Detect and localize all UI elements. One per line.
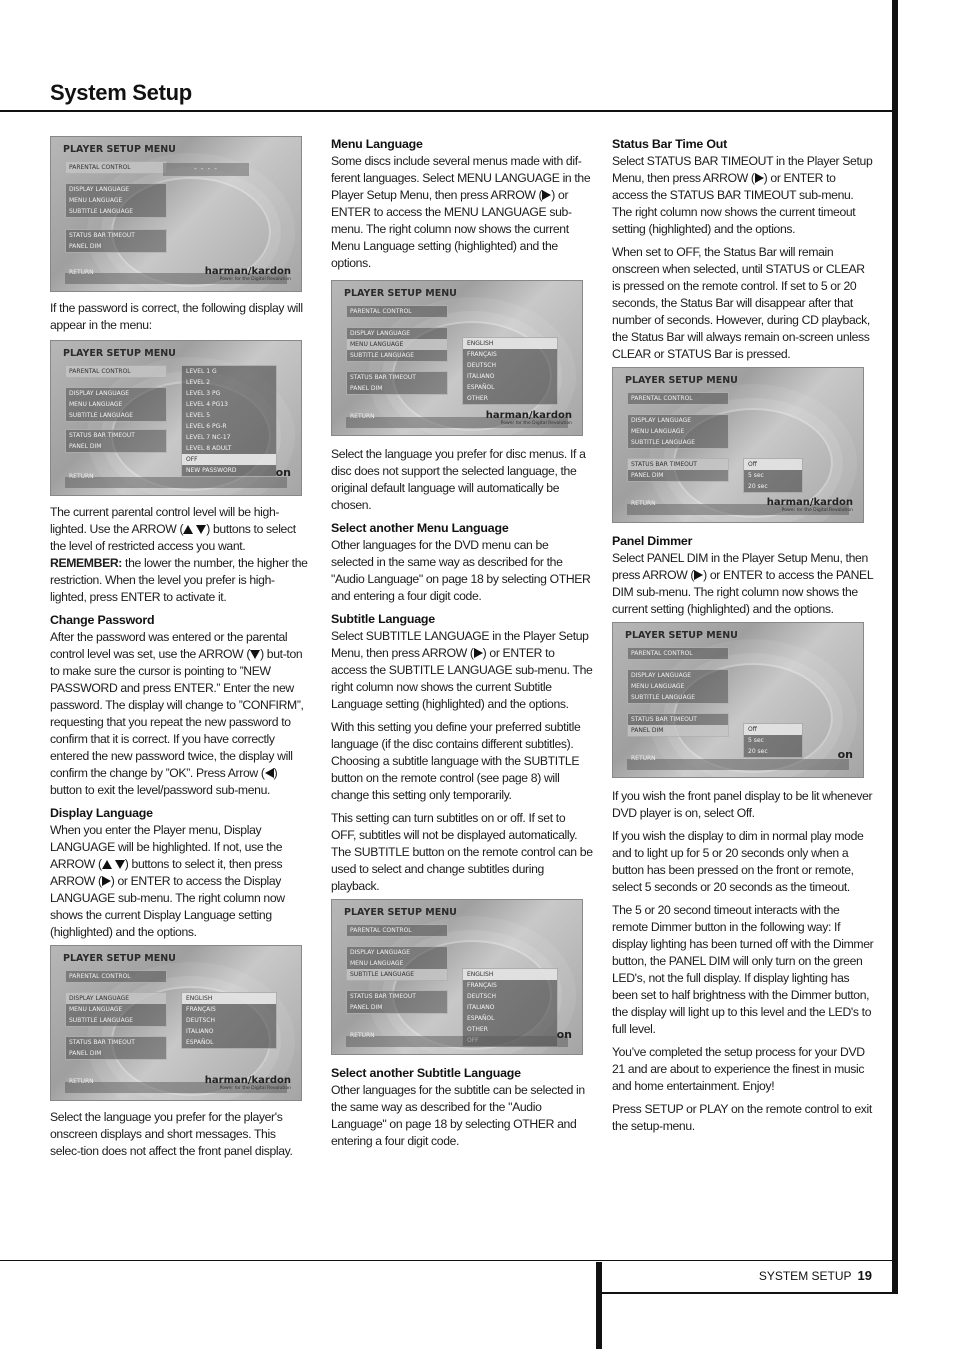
- section-heading: Change Password: [50, 613, 155, 627]
- menu-item: PARENTAL CONTROL: [350, 308, 412, 315]
- bottom-bar: [346, 1036, 568, 1047]
- language-options: [181, 992, 277, 1049]
- menu-item: DISPLAY LANGUAGE: [350, 330, 411, 337]
- text-span: After the password was entered or the parental control level was set, use the ARROW (: [50, 630, 288, 661]
- bottom-bar: [65, 477, 287, 488]
- menu-item-selected: STATUS BAR TIMEOUT: [628, 459, 728, 470]
- menu-box: [65, 1036, 167, 1060]
- option-item: DEUTSCH: [467, 993, 496, 1000]
- brand-logo: [767, 495, 853, 514]
- arrow-up-icon: [183, 525, 193, 534]
- paragraph: Press SETUP or PLAY on the remote control to exit the setup-menu.: [612, 1102, 872, 1133]
- brand-logo-partial: on: [556, 1028, 572, 1041]
- menu-item: MENU LANGUAGE: [69, 401, 123, 408]
- section-heading: Select another Subtitle Language: [331, 1066, 521, 1080]
- menu-item: PANEL DIM: [69, 243, 102, 250]
- menu-box: [65, 365, 167, 378]
- arrow-down-icon: [115, 860, 125, 869]
- menu-item: STATUS BAR TIMEOUT: [350, 374, 416, 381]
- screen-display-language: [50, 945, 302, 1101]
- menu-item: SUBTITLE LANGUAGE: [350, 352, 415, 359]
- paragraph: Select the language you prefer for the player's onscreen displays and short messages. This selec-tion does not affect the front panel display.: [50, 1110, 293, 1158]
- menu-item: DISPLAY LANGUAGE: [69, 186, 130, 193]
- column-3: [612, 136, 874, 1141]
- brand-logo: [486, 408, 572, 427]
- option-item: LEVEL 7 NC-17: [186, 434, 231, 441]
- arrow-right-icon: [542, 190, 551, 200]
- menu-item: MENU LANGUAGE: [350, 960, 404, 967]
- page-number: 19: [857, 1268, 872, 1283]
- section-heading: Status Bar Time Out: [612, 137, 728, 151]
- menu-box: [346, 327, 448, 362]
- option-item: FRANÇAIS: [186, 1006, 216, 1013]
- screen-title: PLAYER SETUP MENU: [63, 144, 176, 155]
- brand-tagline: Power for the Digital Revolution: [781, 507, 853, 513]
- menu-item: DISPLAY LANGUAGE: [631, 672, 692, 679]
- text-span: ) buttons to select it, then press ARROW (: [50, 857, 283, 888]
- menu-box: [627, 414, 729, 449]
- option-item: ITALIANO: [186, 1028, 214, 1035]
- paragraph: [612, 550, 874, 618]
- option-item: 5 sec: [748, 472, 764, 479]
- paragraph: [612, 153, 874, 238]
- screen-title: PLAYER SETUP MENU: [344, 907, 457, 918]
- menu-item: PANEL DIM: [69, 1050, 102, 1057]
- menu-item: PARENTAL CONTROL: [350, 927, 412, 934]
- option-item: ESPAÑOL: [467, 1015, 495, 1022]
- arrow-up-icon: [102, 860, 112, 869]
- menu-item: SUBTITLE LANGUAGE: [69, 1017, 134, 1024]
- text-span: ) or ENTER to access the PANEL DIM sub-menu. The right column now shows the current setting (highlighted) and the options.: [612, 568, 873, 616]
- arrow-right-icon: [102, 876, 111, 886]
- text-span: ) or ENTER to access the MENU LANGUAGE sub-menu. The right column now shows the current Menu Language setting (highlighted) and the options.: [331, 188, 572, 270]
- language-options: [462, 337, 558, 405]
- screen-title: PLAYER SETUP MENU: [63, 953, 176, 964]
- option-item: LEVEL 5: [186, 412, 211, 419]
- return-label: RETURN: [69, 473, 94, 480]
- text-span: When you enter the Player menu, Display LANGUAGE will be highlighted. If not, use the ARROW (: [50, 823, 283, 871]
- paragraph: With this setting you define your preferred subtitle language (if the disc contains different subtitles). Choosing a subtitle language with the SUBTITLE button on the remote control (see page 8) will change this setting only temporarily.: [331, 720, 581, 802]
- brand-name: harman/kardon: [766, 496, 853, 508]
- menu-item: DISPLAY LANGUAGE: [350, 949, 411, 956]
- text-span: ) buttons to select the level of restricted access you want.: [50, 522, 296, 553]
- menu-item: PANEL DIM: [631, 472, 664, 479]
- menu-box: [65, 183, 167, 218]
- screen-parental-levels: [50, 340, 302, 496]
- option-item-selected: OFF: [182, 454, 276, 465]
- menu-item: SUBTITLE LANGUAGE: [631, 694, 696, 701]
- text-span: ) but-ton to make sure the cursor is pointing to ”NEW PASSWORD and press ENTER.” Enter the new password. The display will change to ”CONFIRM”, requesting that you repeat the new password to confirm that it is correct. If you have correctly entered the new password twice, the display will confirm the change by ”OK”. Press Arrow (: [50, 647, 304, 780]
- arrow-right-icon: [694, 570, 703, 580]
- option-item: ITALIANO: [467, 1004, 495, 1011]
- menu-box: [346, 946, 448, 981]
- arrow-right-icon: [755, 173, 764, 183]
- menu-item-selected: MENU LANGUAGE: [347, 339, 447, 350]
- menu-item-selected: SUBTITLE LANGUAGE: [347, 969, 447, 980]
- menu-item: STATUS BAR TIMEOUT: [69, 1039, 135, 1046]
- paragraph: If you wish the display to dim in normal play mode and to light up for 5 or 20 seconds only when a button has been pressed on the front or remote, select 5 seconds or 20 seconds as the timeout.: [612, 829, 864, 894]
- option-item: ITALIANO: [467, 373, 495, 380]
- menu-box: [627, 713, 729, 737]
- text-span: ) or ENTER to access the SUBTITLE LANGUAGE sub-menu. The right column now shows the current Subtitle Language setting (highlighted) and the options.: [331, 646, 593, 711]
- text-span: ) button to exit the level/password sub-menu.: [50, 766, 278, 797]
- return-label: RETURN: [69, 269, 94, 276]
- paragraph: If the password is correct, the following display will appear in the menu:: [50, 301, 303, 332]
- menu-item-selected: DISPLAY LANGUAGE: [66, 993, 166, 1004]
- footer-rule: [0, 1260, 896, 1261]
- screen-title: PLAYER SETUP MENU: [625, 375, 738, 386]
- option-item: OTHER: [467, 1026, 488, 1033]
- emphasis: REMEMBER:: [50, 556, 123, 570]
- text-span: ) or ENTER to access the Display LANGUAGE sub-menu. The right column now shows the current Display Language setting (highlighted) and the options.: [50, 874, 285, 939]
- menu-item-selected: PANEL DIM: [628, 725, 728, 736]
- text-span: Select STATUS BAR TIMEOUT in the Player Setup Menu, then press ARROW (: [612, 154, 873, 185]
- arrow-left-icon: [265, 768, 274, 778]
- option-item: FRANÇAIS: [467, 351, 497, 358]
- return-label: RETURN: [350, 1032, 375, 1039]
- menu-item: MENU LANGUAGE: [69, 1006, 123, 1013]
- menu-box: [627, 647, 729, 660]
- text-span: ) or ENTER to access the STATUS BAR TIMEOUT sub-menu. The right column now shows the current timeout setting (highlighted) and the options.: [612, 171, 856, 236]
- menu-item: PANEL DIM: [69, 443, 102, 450]
- screen-title: PLAYER SETUP MENU: [625, 630, 738, 641]
- page-title: System Setup: [50, 80, 192, 105]
- bottom-bar: [627, 759, 849, 770]
- column-1: [50, 136, 308, 1166]
- option-item: LEVEL 4 PG13: [186, 401, 228, 408]
- screen-panel-dim: [612, 622, 864, 778]
- option-item: LEVEL 3 PG: [186, 390, 221, 397]
- brand-logo-partial: on: [275, 466, 291, 479]
- text-span: Some discs include several menus made with dif-ferent languages. Select MENU LANGUAGE in the Player Setup Menu, then press ARROW (: [331, 154, 591, 202]
- brand-tagline: Power for the Digital Revolution: [219, 276, 291, 282]
- menu-box: [346, 305, 448, 318]
- paragraph: This setting can turn subtitles on or off. If set to OFF, subtitles will not be displayed automatically. The SUBTITLE button on the remote control can be used to select and change subtitles during playback.: [331, 811, 593, 893]
- brand-tagline: Power for the Digital Revolution: [500, 420, 572, 426]
- option-item: 20 sec: [748, 748, 768, 755]
- paragraph: [50, 504, 308, 606]
- menu-item: PANEL DIM: [350, 1004, 383, 1011]
- menu-item: SUBTITLE LANGUAGE: [69, 412, 134, 419]
- return-label: RETURN: [350, 413, 375, 420]
- screen-status-bar-timeout: [612, 367, 864, 523]
- option-item-selected: ENGLISH: [463, 969, 557, 980]
- paragraph: [50, 629, 308, 799]
- menu-item: PARENTAL CONTROL: [69, 973, 131, 980]
- section-heading: Menu Language: [331, 137, 423, 151]
- option-item: FRANÇAIS: [467, 982, 497, 989]
- level-options: [181, 365, 277, 477]
- text-span: Select PANEL DIM in the Player Setup Menu, then press ARROW (: [612, 551, 868, 582]
- option-item: DEUTSCH: [186, 1017, 215, 1024]
- arrow-down-icon: [196, 525, 206, 534]
- menu-item: PARENTAL CONTROL: [631, 650, 693, 657]
- option-item-selected: Off: [744, 724, 802, 735]
- menu-item: DISPLAY LANGUAGE: [69, 390, 130, 397]
- screen-subtitle-language: [331, 899, 583, 1055]
- option-item: NEW PASSWORD: [186, 467, 237, 474]
- footer-section: SYSTEM SETUP: [758, 1269, 852, 1283]
- menu-item: PARENTAL CONTROL: [66, 162, 166, 173]
- menu-box: [65, 387, 167, 422]
- return-label: RETURN: [631, 500, 656, 507]
- header-rule: [0, 110, 896, 112]
- paragraph: [331, 153, 593, 272]
- screen-menu-language: [331, 280, 583, 436]
- menu-item: STATUS BAR TIMEOUT: [69, 432, 135, 439]
- option-item: 20 sec: [748, 483, 768, 490]
- menu-box: [346, 990, 448, 1014]
- brand-tagline: Power for the Digital Revolution: [219, 1085, 291, 1091]
- brand-name: harman/kardon: [204, 1074, 291, 1086]
- option-item: OTHER: [467, 395, 488, 402]
- menu-box: [346, 924, 448, 937]
- menu-item: SUBTITLE LANGUAGE: [631, 439, 696, 446]
- footer-underline: [600, 1292, 898, 1294]
- paragraph: You’ve completed the setup process for your DVD 21 and are about to experience the finest in music and home entertainment. Enjoy!: [612, 1045, 865, 1093]
- paragraph: The 5 or 20 second timeout interacts with the remote Dimmer button in the following way: If display lighting has been turned off with the Dimmer button, the PANEL DIM will only turn on the green LED's, not the full display. If display lighting has been set to half brightness with the Dimmer button, the display will light up to this level and the LED's to full level.: [612, 903, 874, 1036]
- menu-item: STATUS BAR TIMEOUT: [631, 716, 697, 723]
- right-edge-bar: [892, 0, 898, 1294]
- menu-box: [627, 669, 729, 704]
- option-item: ESPAÑOL: [467, 384, 495, 391]
- column-2: [331, 136, 593, 1156]
- brand-name: harman/kardon: [204, 265, 291, 277]
- return-label: RETURN: [631, 755, 656, 762]
- screen-password-entry: [50, 136, 302, 292]
- text-span: The current parental control level will be high-lighted. Use the ARROW (: [50, 505, 280, 536]
- menu-item: PARENTAL CONTROL: [66, 366, 166, 377]
- option-item: LEVEL 8 ADULT: [186, 445, 232, 452]
- menu-item: MENU LANGUAGE: [69, 197, 123, 204]
- timeout-options: [743, 458, 803, 493]
- option-item: ESPAÑOL: [186, 1039, 214, 1046]
- menu-item: PANEL DIM: [350, 385, 383, 392]
- menu-item: STATUS BAR TIMEOUT: [350, 993, 416, 1000]
- password-field: - - - -: [163, 163, 249, 176]
- menu-item: PARENTAL CONTROL: [631, 395, 693, 402]
- menu-box: [65, 161, 167, 174]
- menu-box: [65, 229, 167, 253]
- paragraph: [50, 822, 308, 941]
- option-item: LEVEL 6 PG-R: [186, 423, 227, 430]
- section-heading: Panel Dimmer: [612, 534, 693, 548]
- dim-options: [743, 723, 803, 758]
- section-heading: Select another Menu Language: [331, 521, 509, 535]
- brand-logo: [205, 1073, 291, 1092]
- section-heading: Display Language: [50, 806, 153, 820]
- menu-box: [627, 458, 729, 482]
- option-item: 5 sec: [748, 737, 764, 744]
- paragraph: If you wish the front panel display to be lit whenever DVD player is on, select Off.: [612, 789, 873, 820]
- menu-box: [65, 992, 167, 1027]
- menu-item: DISPLAY LANGUAGE: [631, 417, 692, 424]
- paragraph: Select the language you prefer for disc menus. If a disc does not support the selected language, the original default language will automatically be chosen.: [331, 447, 586, 512]
- menu-item: MENU LANGUAGE: [631, 683, 685, 690]
- screen-title: PLAYER SETUP MENU: [63, 348, 176, 359]
- brand-logo-partial: on: [837, 748, 853, 761]
- option-item-selected: ENGLISH: [463, 338, 557, 349]
- option-item: LEVEL 1 G: [186, 368, 217, 375]
- screen-title: PLAYER SETUP MENU: [344, 288, 457, 299]
- text-span: the lower the number, the higher the restriction. When the level you prefer is high-lighted, press ENTER to activate it.: [50, 556, 308, 604]
- arrow-down-icon: [250, 650, 260, 659]
- section-heading: Subtitle Language: [331, 612, 435, 626]
- option-item: DEUTSCH: [467, 362, 496, 369]
- brand-name: harman/kardon: [485, 409, 572, 421]
- page-footer: [600, 1268, 872, 1283]
- arrow-right-icon: [474, 648, 483, 658]
- menu-item: SUBTITLE LANGUAGE: [69, 208, 134, 215]
- paragraph: Other languages for the subtitle can be selected in the same way as described for the "Audio Language" on page 18 by selecting OTHER and entering a four digit code.: [331, 1083, 585, 1148]
- menu-item: MENU LANGUAGE: [631, 428, 685, 435]
- option-item-selected: Off: [744, 459, 802, 470]
- text-span: Select SUBTITLE LANGUAGE in the Player Setup Menu, then press ARROW (: [331, 629, 589, 660]
- menu-box: [65, 970, 167, 983]
- brand-logo: [205, 264, 291, 283]
- paragraph: [331, 628, 593, 713]
- menu-box: [627, 392, 729, 405]
- menu-item: STATUS BAR TIMEOUT: [69, 232, 135, 239]
- option-item: LEVEL 2: [186, 379, 211, 386]
- option-item-selected: ENGLISH: [182, 993, 276, 1004]
- menu-box: [346, 371, 448, 395]
- paragraph: Other languages for the DVD menu can be selected in the same way as described for the "Audio Language" on page 18 by selecting OTHER and entering a four digit code.: [331, 538, 591, 603]
- return-label: RETURN: [69, 1078, 94, 1085]
- menu-box: [65, 429, 167, 453]
- paragraph: When set to OFF, the Status Bar will remain onscreen when selected, until STATUS or CLEAR is pressed on the remote control. If set to 5 or 20 seconds, the Status Bar will disappear after that number of seconds. However, during CD playback, the Status Bar will always remain on-screen unless CLEAR or STATUS Bar is pressed.: [612, 245, 870, 361]
